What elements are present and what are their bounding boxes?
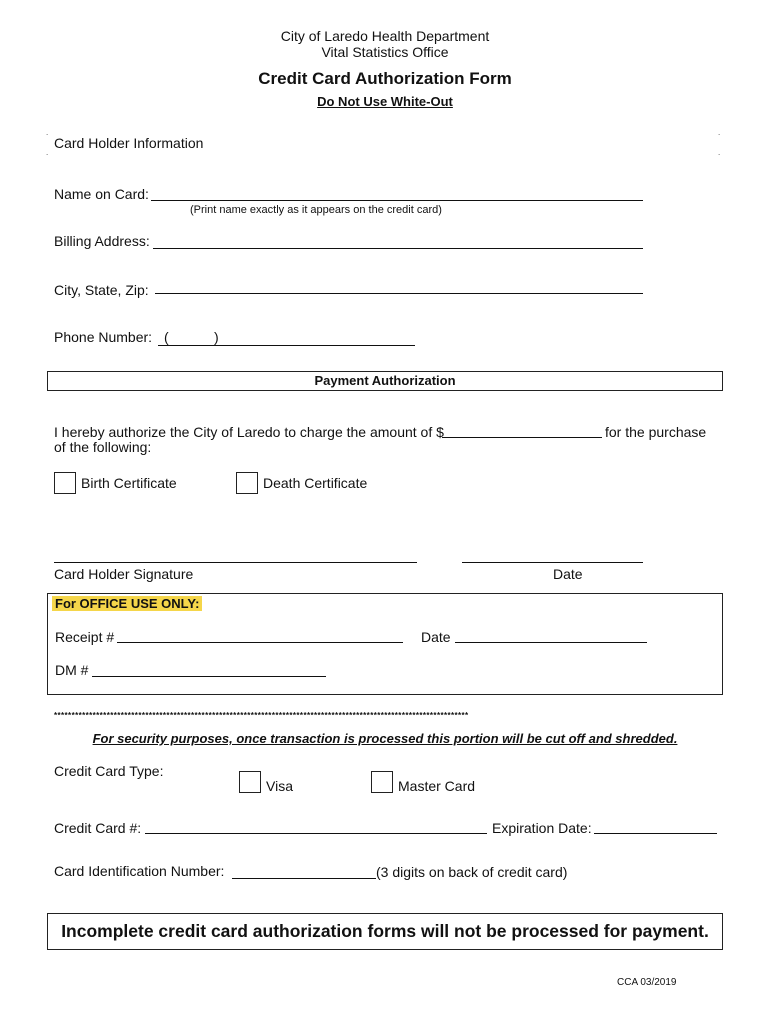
billing-address-label: Billing Address: <box>54 233 150 249</box>
card-type-label: Credit Card Type: <box>54 763 164 779</box>
scan-dot: . <box>46 148 49 157</box>
security-note-wrap <box>0 730 770 748</box>
payment-authorization-header <box>47 371 723 391</box>
phone-number-label: Phone Number: <box>54 329 153 345</box>
death-certificate-checkbox[interactable] <box>236 472 258 494</box>
security-note: For security purposes, once transaction is processed this portion will be cut off and shredded. <box>92 731 678 746</box>
cid-label: Card Identification Number: <box>54 863 225 879</box>
office-date-label: Date <box>421 629 451 645</box>
cut-line-separator: ********************************************************************************************************************** <box>54 711 469 720</box>
cid-field[interactable] <box>232 878 376 879</box>
form-subtitle: Do Not Use White-Out <box>317 94 453 109</box>
city-state-zip-label: City, State, Zip: <box>54 282 149 298</box>
visa-checkbox[interactable] <box>239 771 261 793</box>
form-code: CCA 03/2019 <box>617 977 677 988</box>
receipt-field[interactable] <box>117 642 403 643</box>
scan-dot: . <box>718 148 721 157</box>
signature-label: Card Holder Signature <box>54 566 194 582</box>
warning-box <box>47 913 723 950</box>
scan-dot: . <box>46 128 49 137</box>
cid-hint: (3 digits on back of credit card) <box>376 864 568 880</box>
phone-area-close: ) <box>214 329 219 345</box>
authorize-text: I hereby authorize the City of Laredo to charge the amount of $ <box>54 424 444 440</box>
warning-text: Incomplete credit card authorization forms will not be processed for payment. <box>61 921 709 941</box>
expiration-field[interactable] <box>594 833 717 834</box>
birth-certificate-checkbox[interactable] <box>54 472 76 494</box>
office-date-field[interactable] <box>455 642 647 643</box>
signature-date-label: Date <box>553 566 583 582</box>
death-certificate-label: Death Certificate <box>263 475 368 491</box>
office-use-heading: For OFFICE USE ONLY: <box>52 596 202 611</box>
billing-address-field[interactable] <box>153 248 643 249</box>
subtitle-wrap <box>0 93 770 111</box>
dm-field[interactable] <box>92 676 326 677</box>
card-holder-section-label: Card Holder Information <box>54 135 204 151</box>
city-state-zip-field[interactable] <box>155 293 643 294</box>
birth-certificate-label: Birth Certificate <box>81 475 177 491</box>
card-number-label: Credit Card #: <box>54 820 142 836</box>
phone-number-field[interactable] <box>158 345 415 346</box>
signature-field[interactable] <box>54 562 417 563</box>
office-name: Vital Statistics Office <box>321 44 449 60</box>
phone-area-open: ( <box>164 329 169 345</box>
visa-label: Visa <box>266 778 293 794</box>
form-title: Credit Card Authorization Form <box>258 69 512 88</box>
mastercard-label: Master Card <box>398 778 476 794</box>
scan-dot: . <box>718 128 721 137</box>
payment-authorization-heading: Payment Authorization <box>314 373 456 388</box>
name-on-card-hint: (Print name exactly as it appears on the credit card) <box>190 204 442 216</box>
amount-field[interactable] <box>442 437 602 438</box>
mastercard-checkbox[interactable] <box>371 771 393 793</box>
authorize-suffix: for the purchase <box>605 424 707 440</box>
card-number-field[interactable] <box>145 833 487 834</box>
expiration-label: Expiration Date: <box>492 820 592 836</box>
authorize-line2: of the following: <box>54 439 152 455</box>
signature-date-field[interactable] <box>462 562 643 563</box>
receipt-label: Receipt # <box>55 629 115 645</box>
dm-label: DM # <box>55 662 89 678</box>
department-name: City of Laredo Health Department <box>280 28 490 44</box>
name-on-card-field[interactable] <box>151 200 643 201</box>
name-on-card-label: Name on Card: <box>54 186 149 202</box>
